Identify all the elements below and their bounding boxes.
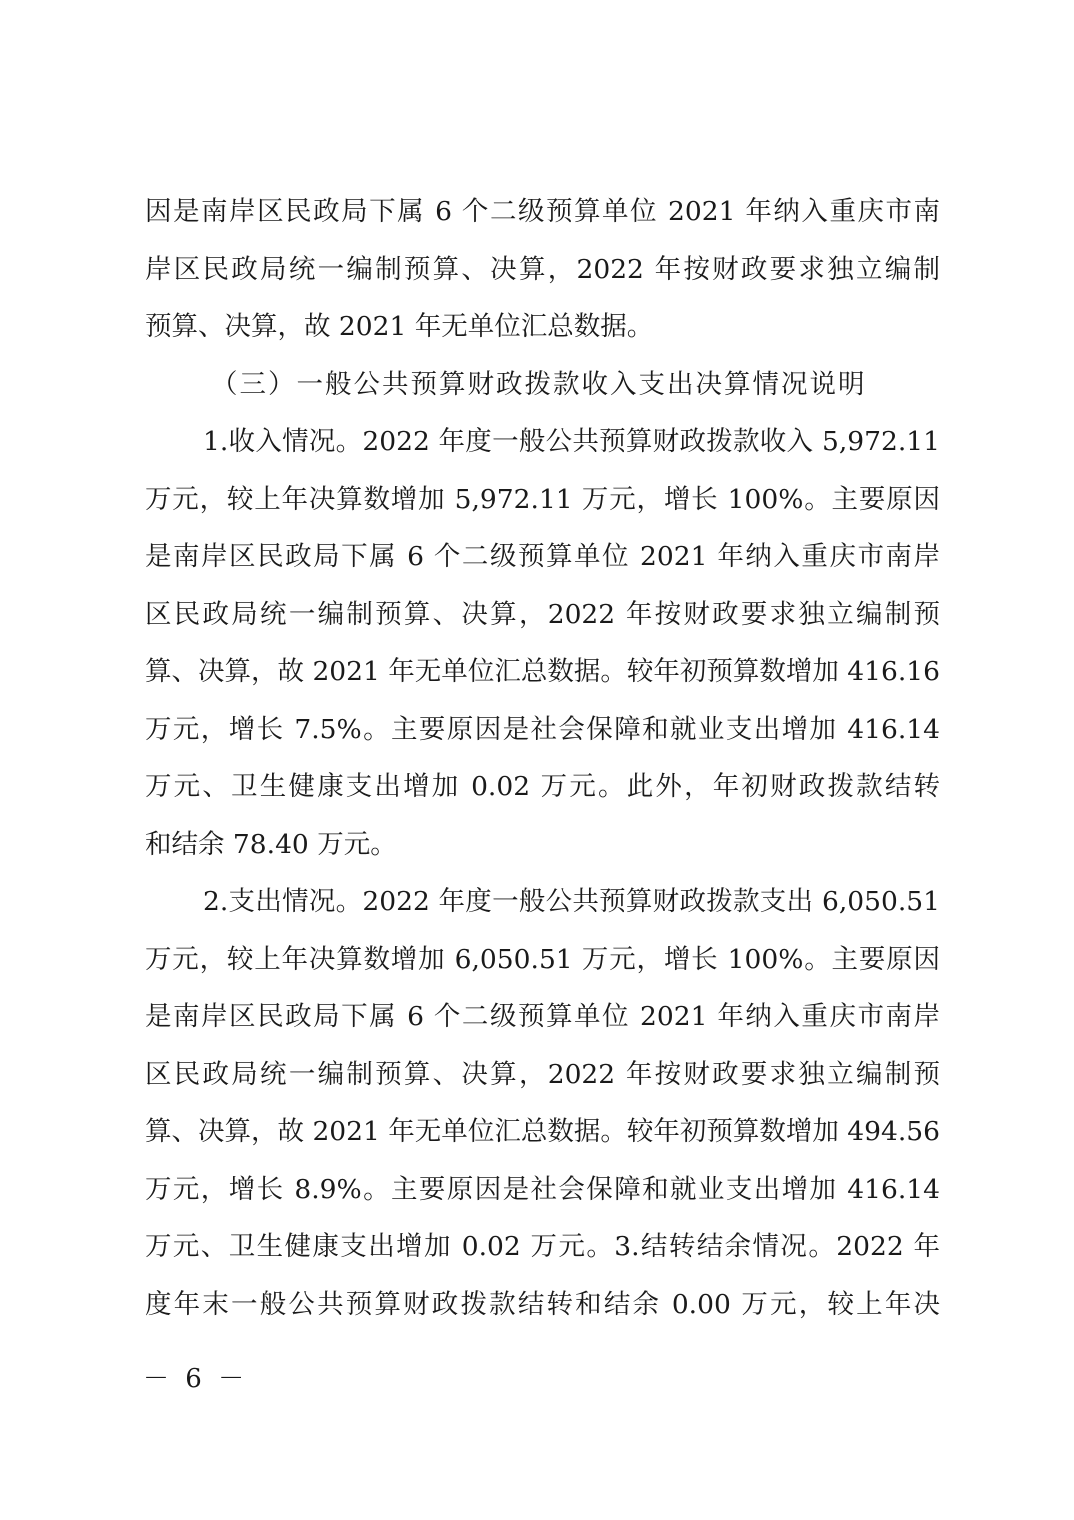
paragraph-line: 预算、决算，故 2021 年无单位汇总数据。 (145, 311, 654, 342)
paragraph-line: 万元，增长 7.5%。主要原因是社会保障和就业支出增加 416.14 (145, 713, 940, 745)
section-heading: （三）一般公共预算财政拨款收入支出决算情况说明 (211, 368, 867, 400)
body-text (145, 183, 940, 1333)
paragraph-line: 度年末一般公共预算财政拨款结转和结余 0.00 万元，较上年决 (145, 1288, 940, 1320)
paragraph-line: 万元，较上年决算数增加 6,050.51 万元，增长 100%。主要原因 (145, 943, 940, 975)
paragraph-line: 万元，较上年决算数增加 5,972.11 万元，增长 100%。主要原因 (145, 483, 940, 515)
page-number: － 6 － (143, 1364, 249, 1394)
paragraph-line: 2.支出情况。2022 年度一般公共预算财政拨款支出 6,050.51 (203, 886, 940, 917)
paragraph-line: 1.收入情况。2022 年度一般公共预算财政拨款收入 5,972.11 (203, 426, 940, 457)
paragraph-line: 算、决算，故 2021 年无单位汇总数据。较年初预算数增加 494.56 (145, 1116, 940, 1147)
paragraph-line: 是南岸区民政局下属 6 个二级预算单位 2021 年纳入重庆市南岸 (145, 541, 940, 572)
paragraph-line: 区民政局统一编制预算、决算，2022 年按财政要求独立编制预 (145, 598, 940, 630)
paragraph-line: 万元、卫生健康支出增加 0.02 万元。此外，年初财政拨款结转 (145, 771, 940, 802)
paragraph-line: 万元，增长 8.9%。主要原因是社会保障和就业支出增加 416.14 (145, 1173, 940, 1205)
paragraph-line: 区民政局统一编制预算、决算，2022 年按财政要求独立编制预 (145, 1058, 940, 1090)
paragraph-line: 算、决算，故 2021 年无单位汇总数据。较年初预算数增加 416.16 (145, 656, 940, 687)
paragraph-line: 岸区民政局统一编制预算、决算，2022 年按财政要求独立编制 (145, 253, 940, 285)
paragraph-line: 是南岸区民政局下属 6 个二级预算单位 2021 年纳入重庆市南岸 (145, 1001, 940, 1032)
paragraph-line: 万元、卫生健康支出增加 0.02 万元。3.结转结余情况。2022 年 (145, 1231, 940, 1262)
paragraph-line: 和结余 78.40 万元。 (145, 828, 397, 860)
paragraph-line: 因是南岸区民政局下属 6 个二级预算单位 2021 年纳入重庆市南 (145, 196, 940, 227)
